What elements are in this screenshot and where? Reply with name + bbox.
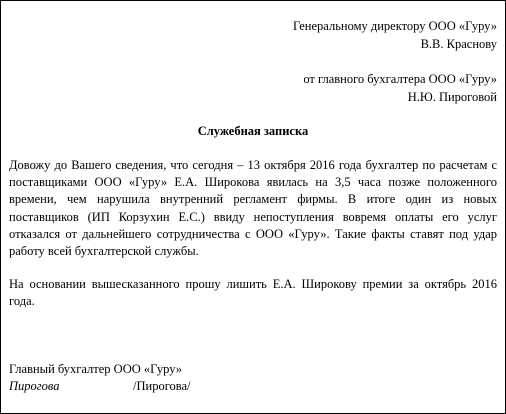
body-paragraph-1: Довожу до Вашего сведения, что сегодня – 13 октября 2016 года бухгалтер по расчетам с поставщиками ООО «Гуру» Е.А. Широкова явилась на 3,5 часа позже положенного времени, чем нарушила внутренний регламент фирмы. В итоге один из новых поставщиков (ИП Корзухин Е.С.) ввиду непоступления вовремя оплаты его услуг отказался от дальнейшего сотрудничества с ООО «Гуру». Такие факты ставят под удар работу всей бухгалтерской службы. — [9, 158, 497, 259]
signature-position: Главный бухгалтер ООО «Гуру» — [9, 362, 183, 376]
body-paragraph-2: На основании вышесказанного прошу лишить Е.А. Широкову премии за октябрь 2016 года. — [9, 277, 497, 309]
sender-line-2: Н.Ю. Пироговой — [407, 90, 497, 104]
document-title: Служебная записка — [197, 124, 309, 138]
addressee-line-1: Генеральному директору ООО «Гуру» — [292, 19, 497, 33]
handwritten-signature: Пирогова — [9, 379, 60, 393]
signature-printed-name: /Пирогова/ — [133, 379, 191, 393]
addressee-line-2: В.В. Краснову — [420, 37, 497, 51]
sender-line-1: от главного бухгалтера ООО «Гуру» — [303, 72, 497, 86]
